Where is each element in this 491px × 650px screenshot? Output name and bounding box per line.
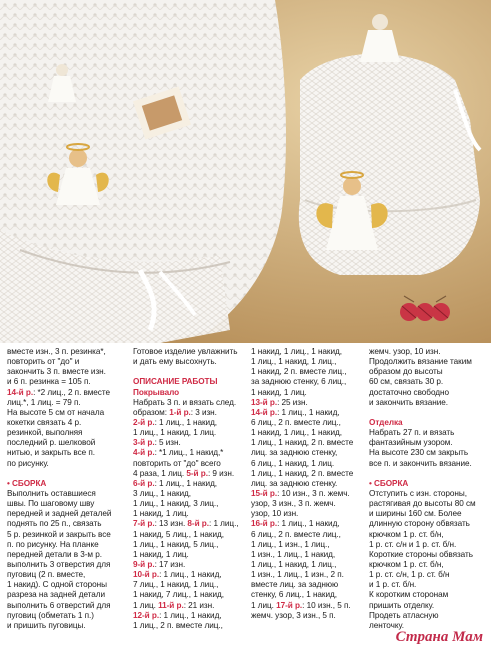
row-label: 5-й р.: [186, 468, 208, 478]
text-run: Продолжить вязание таким: [369, 357, 472, 367]
text-line: [133, 489, 251, 499]
text-line: [251, 489, 369, 499]
text-run: поднять по 25 п., связать: [7, 519, 102, 529]
text-run: На высоте 5 см от начала: [7, 407, 105, 417]
text-run: 1 накид, 1 лиц.: [133, 549, 189, 559]
text-run: 6 лиц., 1 накид, 1 лиц.: [251, 458, 335, 468]
text-line: [251, 459, 369, 469]
text-run: Выполнить оставшиеся: [7, 488, 96, 498]
row-label: 15-й р.: [251, 488, 278, 498]
text-line: [7, 570, 125, 580]
text-run: : 10 изн., 3 п. жемч.: [277, 488, 350, 498]
text-line: [251, 469, 369, 479]
text-line: [251, 408, 369, 418]
text-column-2: [133, 347, 251, 631]
text-run: К коротким сторонам: [369, 590, 449, 600]
text-line: [369, 459, 487, 469]
text-line: [133, 499, 251, 509]
row-label: Отделка: [369, 417, 403, 427]
text-run: за заднюю стенку, 6 лиц.,: [251, 377, 347, 387]
text-run: 1 лиц., 1 накид, 1 лиц.,: [251, 559, 337, 569]
text-column-1: [7, 347, 125, 631]
text-line: [133, 509, 251, 519]
text-line: [251, 509, 369, 519]
text-run: и закончить вязание.: [369, 397, 448, 407]
text-run: нитью, и закрыть все п.: [7, 448, 96, 458]
row-label: 4-й р.: [133, 448, 155, 458]
text-line: [133, 428, 251, 438]
text-run: 1 накид, 1 лиц.: [251, 387, 307, 397]
text-run: 1 лиц., 1 накид, 1 лиц.: [133, 428, 217, 438]
text-run: и дать ему высохнуть.: [133, 357, 217, 367]
text-line: [369, 580, 487, 590]
row-label: 2-й р.: [133, 417, 155, 427]
text-run: вместе изн., 3 п. резинка*,: [7, 347, 106, 356]
row-label: 3-й р.: [133, 438, 155, 448]
text-line: [369, 469, 487, 479]
text-line: [251, 580, 369, 590]
text-run: растягивая до высоты 80 см: [369, 499, 476, 509]
text-run: 4 раза, 1 лиц.: [133, 468, 187, 478]
text-run: разреза на задней детали: [7, 590, 106, 600]
row-label: Покрывало: [133, 387, 180, 397]
text-run: и 6 п. резинка = 105 п.: [7, 377, 91, 387]
text-line: [133, 519, 251, 529]
text-run: : 1 лиц., 1 накид,: [277, 407, 340, 417]
text-run: 1 лиц., 1 накид, 1 лиц.,: [251, 357, 337, 367]
text-run: 1 лиц., 1 накид, 3 лиц.,: [133, 499, 219, 509]
text-line: [133, 448, 251, 458]
text-line: [369, 540, 487, 550]
text-line: [133, 408, 251, 418]
text-run: : 10 изн., 5 п.: [302, 600, 351, 610]
text-line: [7, 479, 125, 489]
text-line: [369, 509, 487, 519]
text-run: достаточно свободно: [369, 387, 449, 397]
text-line: [369, 550, 487, 560]
text-run: Набрать 27 п. и вязать: [369, 428, 455, 438]
text-line: [7, 519, 125, 529]
text-line: [251, 611, 369, 621]
text-run: передней и задней деталей: [7, 509, 112, 519]
text-line: [7, 469, 125, 479]
text-line: [251, 601, 369, 611]
text-run: 1 накид, 1 лиц.: [133, 509, 189, 519]
text-run: 1 накид, 2 п. вместе лиц.,: [251, 367, 347, 377]
text-line: [251, 570, 369, 580]
text-line: [369, 398, 487, 408]
row-label: 10-й р.: [133, 570, 160, 580]
text-line: [7, 347, 125, 357]
text-run: 6 лиц., 2 п. вместе лиц.,: [251, 529, 341, 539]
row-label: 12-й р.: [133, 610, 160, 620]
text-line: [7, 408, 125, 418]
text-run: 1 накид, 5 лиц., 1 накид,: [133, 529, 224, 539]
text-line: [251, 479, 369, 489]
text-run: по рисунку.: [7, 458, 49, 468]
text-run: 1 лиц.: [251, 600, 277, 610]
text-run: образом:: [133, 407, 170, 417]
text-line: [133, 357, 251, 367]
row-label: 8-й р.: [187, 519, 209, 529]
text-run: 1 накид). С одной стороны: [7, 580, 107, 590]
text-line: [251, 367, 369, 377]
text-run: длинную сторону обвязать: [369, 519, 470, 529]
text-run: крючком 1 р. ст. б/н,: [369, 559, 444, 569]
text-column-4: [369, 347, 487, 631]
text-line: [7, 590, 125, 600]
text-run: : 1 лиц., 1 накид,: [277, 519, 340, 529]
row-label: 17-й р.: [276, 600, 303, 610]
text-line: [133, 550, 251, 560]
text-run: : 21 изн.: [183, 600, 215, 610]
text-line: [369, 489, 487, 499]
text-run: и ширины 160 см. Более: [369, 509, 462, 519]
text-run: : 17 изн.: [154, 559, 186, 569]
text-line: [251, 550, 369, 560]
text-run: 1 изн., 1 лиц., 1 изн., 2 п.: [251, 570, 344, 580]
text-line: [7, 560, 125, 570]
text-line: [369, 347, 487, 357]
text-line: [251, 357, 369, 367]
row-label: 16-й р.: [251, 519, 278, 529]
site-watermark: Страна Мам: [395, 629, 483, 645]
text-line: [369, 590, 487, 600]
text-run: лиц.*, 1 лиц. = 79 п.: [7, 397, 81, 407]
text-line: [251, 590, 369, 600]
text-line: [7, 509, 125, 519]
section-heading: • СБОРКА: [7, 478, 47, 488]
row-label: 6-й р.: [133, 478, 155, 488]
row-label: 14-й р.: [7, 387, 34, 397]
text-line: [133, 367, 251, 377]
text-run: пришить отделку.: [369, 600, 435, 610]
text-run: жемч. узор, 3 изн., 5 п.: [251, 610, 336, 620]
text-line: [251, 560, 369, 570]
text-line: [369, 357, 487, 367]
text-run: стенку, 6 лиц., 1 накид,: [251, 590, 337, 600]
text-run: 1 р. ст. с/н, 1 р. ст. б/н: [369, 570, 450, 580]
text-line: [133, 540, 251, 550]
text-run: выполнить 3 отверстия для: [7, 559, 111, 569]
text-run: 60 см, связать 30 р.: [369, 377, 444, 387]
text-run: и пришить пуговицы.: [7, 620, 86, 630]
text-run: 1 накид, 1 лиц., 1 накид,: [251, 428, 342, 438]
text-line: [251, 519, 369, 529]
text-run: передней детали в 3-м р.: [7, 549, 102, 559]
section-heading: • СБОРКА: [369, 478, 409, 488]
row-label: 1-й р.: [169, 407, 191, 417]
text-run: Короткие стороны обвязать: [369, 549, 473, 559]
text-line: [133, 560, 251, 570]
text-line: [133, 347, 251, 357]
row-label: 9-й р.: [133, 559, 155, 569]
text-run: : *2 лиц., 2 п. вместе: [33, 387, 110, 397]
text-line: [369, 499, 487, 509]
text-line: [7, 398, 125, 408]
text-line: [251, 438, 369, 448]
text-run: резинкой, выполняя: [7, 428, 83, 438]
text-run: : 1 лиц.,: [209, 519, 239, 529]
text-run: : 3 изн.: [190, 407, 217, 417]
text-line: [369, 601, 487, 611]
text-run: п. по рисунку. На планке: [7, 539, 99, 549]
text-run: узор, 3 изн., 3 п. жемч.: [251, 499, 336, 509]
text-line: [369, 448, 487, 458]
section-heading: ОПИСАНИЕ РАБОТЫ: [133, 377, 218, 387]
text-run: : 25 изн.: [277, 397, 308, 407]
text-run: Продеть атласную: [369, 610, 439, 620]
text-line: [251, 448, 369, 458]
text-run: 7 лиц., 1 накид, 1 лиц.,: [133, 580, 219, 590]
text-line: [251, 530, 369, 540]
text-run: : 1 лиц., 1 накид,: [154, 417, 218, 427]
text-line: [133, 388, 251, 398]
text-run: все п. и закончить вязание.: [369, 458, 472, 468]
text-line: [7, 418, 125, 428]
text-run: последний р. шелковой: [7, 438, 96, 448]
text-run: повторить от "до" и: [7, 357, 80, 367]
text-run: 1 р. ст. с/н и 1 р. ст. б/н.: [369, 539, 457, 549]
text-run: 1 лиц., 1 изн., 1 лиц.,: [251, 539, 330, 549]
text-run: ленточку.: [369, 620, 404, 630]
text-run: 1 лиц.: [133, 600, 159, 610]
text-line: [7, 357, 125, 367]
text-run: Готовое изделие увлажнить: [133, 347, 238, 356]
text-line: [7, 611, 125, 621]
text-run: выполнить 6 отверстий для: [7, 600, 111, 610]
text-line: [369, 519, 487, 529]
text-run: 1 лиц., 2 п. вместе лиц.,: [133, 620, 223, 630]
text-run: и 1 р. ст. б/н.: [369, 580, 417, 590]
text-line: [369, 438, 487, 448]
text-run: 1 накид, 1 лиц., 1 накид,: [251, 347, 342, 356]
text-line: [7, 428, 125, 438]
text-line: [133, 469, 251, 479]
text-line: [133, 570, 251, 580]
text-line: [7, 489, 125, 499]
text-line: [7, 448, 125, 458]
text-run: Набрать 3 п. и вязать след.: [133, 397, 237, 407]
text-line: [251, 540, 369, 550]
text-run: 6 лиц., 2 п. вместе лиц.,: [251, 417, 341, 427]
text-run: 5 р. резинкой и закрыть все: [7, 529, 111, 539]
text-line: [369, 479, 487, 489]
text-line: [369, 611, 487, 621]
text-line: [7, 601, 125, 611]
text-column-3: [251, 347, 369, 621]
text-line: [7, 438, 125, 448]
text-line: [7, 530, 125, 540]
text-run: 1 лиц., 1 накид, 2 п. вместе: [251, 438, 354, 448]
text-run: 3 лиц., 1 накид,: [133, 488, 192, 498]
text-line: [251, 388, 369, 398]
instructions-text: [0, 347, 491, 650]
text-line: [369, 408, 487, 418]
text-run: вместе лиц. за заднюю: [251, 580, 339, 590]
text-run: На высоте 230 см закрыть: [369, 448, 469, 458]
text-line: [133, 438, 251, 448]
text-line: [7, 540, 125, 550]
text-line: [369, 530, 487, 540]
text-run: пуговиц (обметать 1 п.): [7, 610, 94, 620]
text-line: [251, 347, 369, 357]
text-line: [133, 590, 251, 600]
text-run: пуговиц (2 п. вместе,: [7, 570, 86, 580]
text-run: узор, 10 изн.: [251, 509, 299, 519]
text-run: : 9 изн.: [207, 468, 235, 478]
text-run: крючком 1 р. ст. б/н,: [369, 529, 444, 539]
text-run: жемч. узор, 10 изн.: [369, 347, 441, 356]
text-run: закончить 3 п. вместе изн.: [7, 367, 106, 377]
row-label: 13-й р.: [251, 397, 278, 407]
row-label: 7-й р.: [133, 519, 155, 529]
text-line: [133, 398, 251, 408]
text-line: [369, 428, 487, 438]
text-run: : 1 лиц., 1 накид,: [159, 610, 222, 620]
text-line: [251, 499, 369, 509]
text-run: 1 изн., 1 лиц., 1 накид,: [251, 549, 336, 559]
text-line: [369, 418, 487, 428]
row-label: 14-й р.: [251, 407, 278, 417]
text-line: [133, 530, 251, 540]
text-line: [369, 388, 487, 398]
text-line: [133, 418, 251, 428]
text-line: [369, 560, 487, 570]
text-run: 1 лиц., 1 накид, 2 п. вместе: [251, 468, 354, 478]
text-line: [369, 377, 487, 387]
text-run: 1 лиц., 1 накид, 5 лиц.,: [133, 539, 219, 549]
text-line: [133, 459, 251, 469]
text-line: [7, 377, 125, 387]
text-run: : *1 лиц., 1 накид,*: [154, 448, 224, 458]
text-run: : 1 лиц., 1 накид,: [154, 478, 218, 488]
text-run: швы. По шаговому шву: [7, 499, 95, 509]
text-line: [369, 367, 487, 377]
text-line: [7, 367, 125, 377]
text-run: : 13 изн.: [154, 519, 188, 529]
text-line: [7, 550, 125, 560]
text-run: кокетки связать 4 р.: [7, 417, 82, 427]
row-label: 11-й р.: [158, 600, 184, 610]
text-run: лиц. за заднюю стенку.: [251, 478, 338, 488]
text-run: лиц. за заднюю стенку,: [251, 448, 338, 458]
text-line: [251, 377, 369, 387]
text-line: [251, 418, 369, 428]
text-line: [133, 377, 251, 387]
text-run: : 1 лиц., 1 накид,: [159, 570, 222, 580]
text-line: [7, 580, 125, 590]
text-line: [369, 570, 487, 580]
text-run: образом до высоты: [369, 367, 443, 377]
text-run: фантазийным узором.: [369, 438, 453, 448]
text-line: [133, 611, 251, 621]
text-line: [133, 580, 251, 590]
text-line: [133, 479, 251, 489]
text-run: повторить от "до" всего: [133, 458, 221, 468]
text-line: [251, 398, 369, 408]
text-line: [7, 388, 125, 398]
text-line: [7, 621, 125, 631]
text-line: [133, 601, 251, 611]
text-line: [7, 459, 125, 469]
text-run: 1 накид, 7 лиц., 1 накид,: [133, 590, 224, 600]
text-line: [133, 621, 251, 631]
text-line: [7, 499, 125, 509]
text-run: : 5 изн.: [154, 438, 181, 448]
text-run: Отступить с изн. стороны,: [369, 488, 467, 498]
text-line: [251, 428, 369, 438]
